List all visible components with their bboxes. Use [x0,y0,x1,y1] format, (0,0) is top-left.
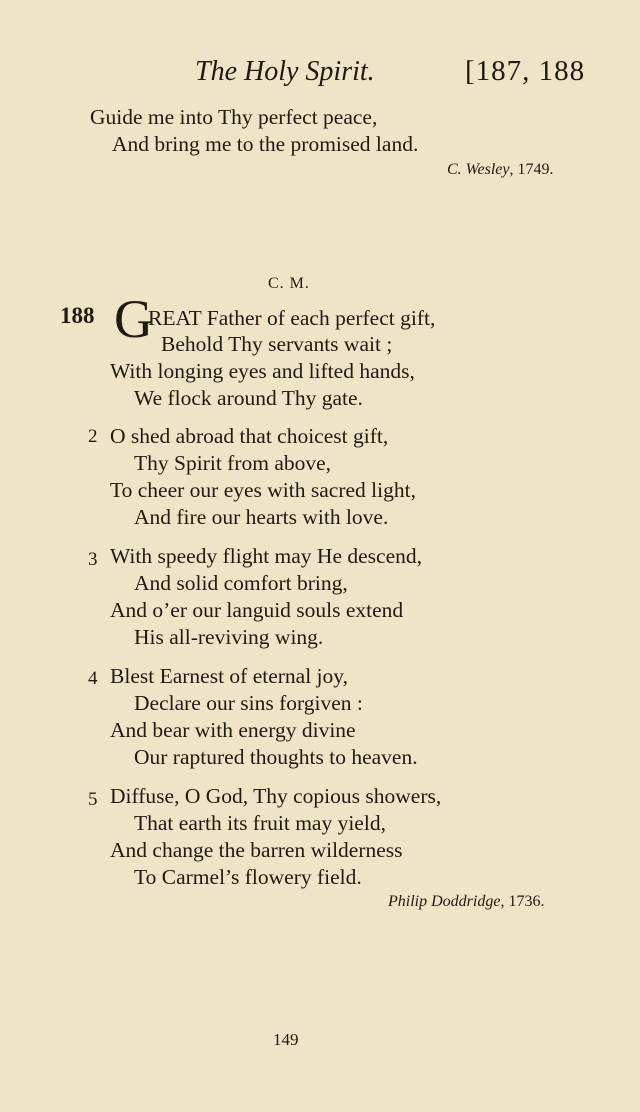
v4-line-1: Blest Earnest of eternal joy, [110,664,349,688]
v2-line-1: O shed abroad that choicest gift, [110,424,389,448]
v1-line-1: REAT Father of each perfect gift, [148,306,436,330]
v2-line-3: To cheer our eyes with sacred light, [110,478,416,502]
verse-number-5: 5 [88,789,98,810]
page-number: 149 [273,1030,299,1049]
running-title: The Holy Spirit. [195,56,375,87]
v5-line-4: To Carmel’s flowery field. [134,865,362,889]
v5-line-1: Diffuse, O God, Thy copious showers, [110,784,442,808]
meter-label: C. M. [268,275,310,292]
v5-line-3: And change the barren wilderness [110,838,403,862]
verse-number-2: 2 [88,426,98,447]
v2-line-2: Thy Spirit from above, [134,451,332,475]
prev-attribution [447,161,554,179]
v1-line-4: We flock around Thy gate. [134,386,363,410]
v1-line-3: With longing eyes and lifted hands, [110,359,415,383]
verse-number-4: 4 [88,668,98,689]
hymn-range: [187, 188 [465,55,586,87]
v4-line-3: And bear with energy divine [110,718,356,742]
drop-cap: G [114,289,153,349]
hymn-year: , 1736. [500,893,545,910]
v5-line-2: That earth its fruit may yield, [134,811,386,835]
prev-author: C. Wesley [447,161,510,178]
v4-line-4: Our raptured thoughts to heaven. [134,745,418,769]
prev-line-2: And bring me to the promised land. [112,132,419,156]
v1-line-2: Behold Thy servants wait ; [161,332,393,356]
prev-year: , 1749. [509,161,554,178]
hymn-author: Philip Doddridge [388,893,501,910]
hymn-number: 188 [60,303,95,328]
v3-line-1: With speedy flight may He descend, [110,544,422,568]
v3-line-3: And o’er our languid souls extend [110,598,404,622]
v2-line-4: And fire our hearts with love. [134,505,389,529]
v3-line-4: His all-reviving wing. [134,625,324,649]
hymn-attribution [388,893,544,911]
v4-line-2: Declare our sins forgiven : [134,691,363,715]
verse-number-3: 3 [88,549,98,570]
prev-line-1: Guide me into Thy perfect peace, [90,105,378,129]
v3-line-2: And solid comfort bring, [134,571,348,595]
